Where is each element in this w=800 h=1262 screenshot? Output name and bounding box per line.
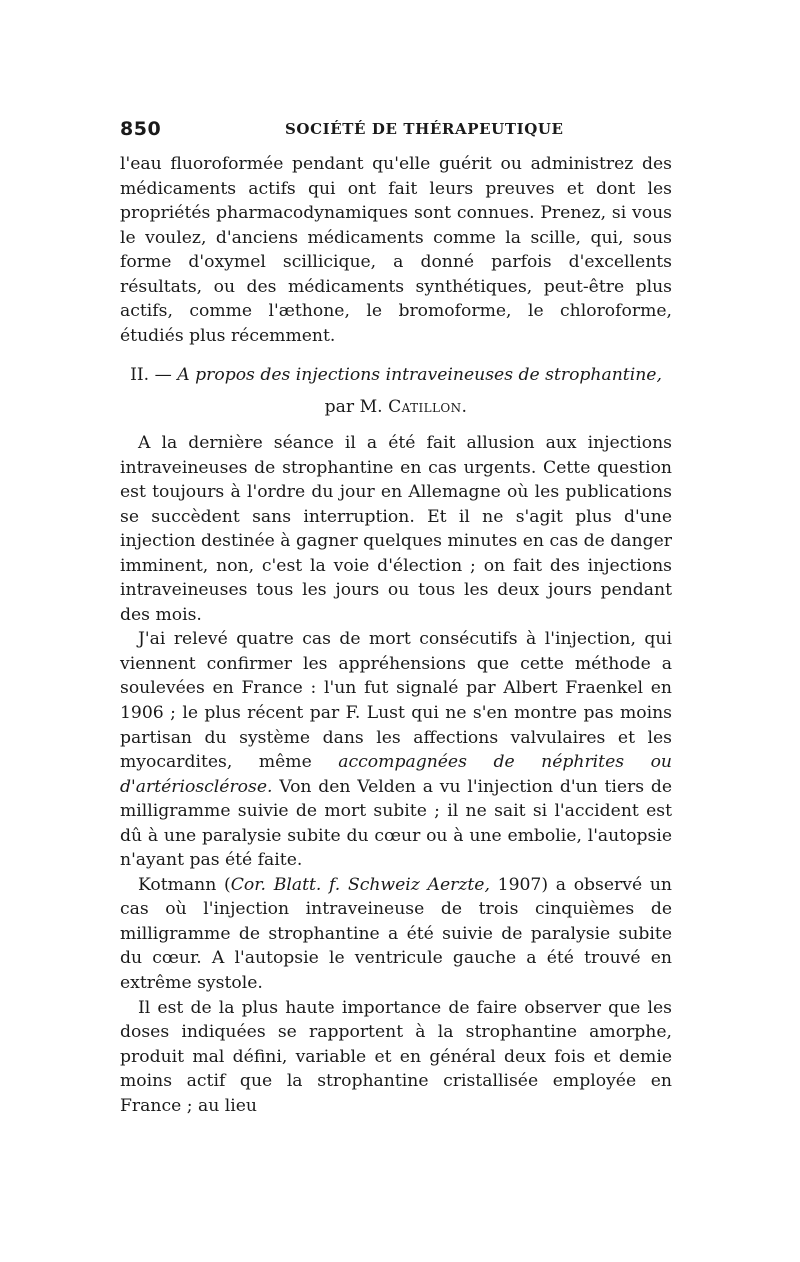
paragraph-3-text-a: Kotmann ( (138, 874, 231, 895)
section-title: A propos des injections intraveineuses de strophantine, (177, 365, 662, 385)
section-number: II. — (130, 365, 178, 385)
paragraph-1: A la dernière séance il a été fait allusion aux injections intraveineuses de strophantine en cas urgents. Cette question est toujours à l'ordre du jour en Allemagne où les publications se succèdent sans interruption. Et il ne s'agit plus d'une injection destinée à gagner quelques minutes en cas de danger imminent, non, c'est la voie d'élection ; on fait des injections intraveineuses tous les jours ou tous les deux jours pendant des mois. (120, 433, 672, 625)
article-body (120, 431, 672, 1118)
page-header (120, 118, 680, 146)
paragraph-2 (120, 627, 672, 872)
author-prefix: par M. (324, 397, 389, 417)
paragraph-2-text-a: J'ai relevé quatre cas de mort consécutifs à l'injection, qui viennent confirmer les appréhensions que cette méthode a soulevées en France : l'un fut signalé par Albert Fraenkel en 1906 ; le plus récent par F. Lust qui ne s'en montre pas moins partisan du système dans les affections valvulaires et les myocardites, même (120, 629, 672, 773)
running-title: SOCIÉTÉ DE THÉRAPEUTIQUE (285, 120, 564, 138)
author-name: Catillon. (388, 397, 468, 417)
paragraph-4: Il est de la plus haute importance de faire observer que les doses indiquées se rapportent à la strophantine amorphe, produit mal défini, variable et en général deux fois et demie moins actif que la strophantine cristallisée employée en France ; au lieu (120, 997, 672, 1116)
paragraph-3 (120, 873, 672, 996)
paragraph-3-citation: Cor. Blatt. f. Schweiz Aerzte, (230, 874, 490, 895)
intro-paragraph: l'eau fluoroformée pendant qu'elle guérit ou administrez des médicaments actifs qui ont fait leurs preuves et dont les propriétés pharmacodynamiques sont connues. Prenez, si vous le voulez, d'anciens médicaments comme la scille, qui, sous forme d'oxymel scillicique, a donné parfois d'excellents résultats, ou des médicaments synthétiques, peut-être plus actifs, comme l'æthone, le bromoforme, le chloroforme, étudiés plus récemment. (120, 154, 672, 346)
section-heading (120, 363, 672, 387)
author-line (120, 395, 672, 419)
paragraph-2-text-b: Von den Velden a vu l'injection d'un tiers de milligramme suivie de mort subite ; il ne sait si l'accident est dû à une paralysie subite du cœur ou à une embolie, l'autopsie n'ayant pas été faite. (120, 776, 672, 871)
page-number: 850 (120, 118, 162, 140)
paragraph-3-text-b: 1907) a observé un cas où l'injection intraveineuse de trois cinquièmes de milligramme de strophantine a été suivie de paralysie subite du cœur. A l'autopsie le ventricule gauche a été trouvé en extrême systole. (120, 874, 672, 994)
paragraph-2-italic: accompagnées de néphrites ou d'artériosclérose. (120, 752, 673, 797)
intro-text-block (120, 152, 672, 348)
